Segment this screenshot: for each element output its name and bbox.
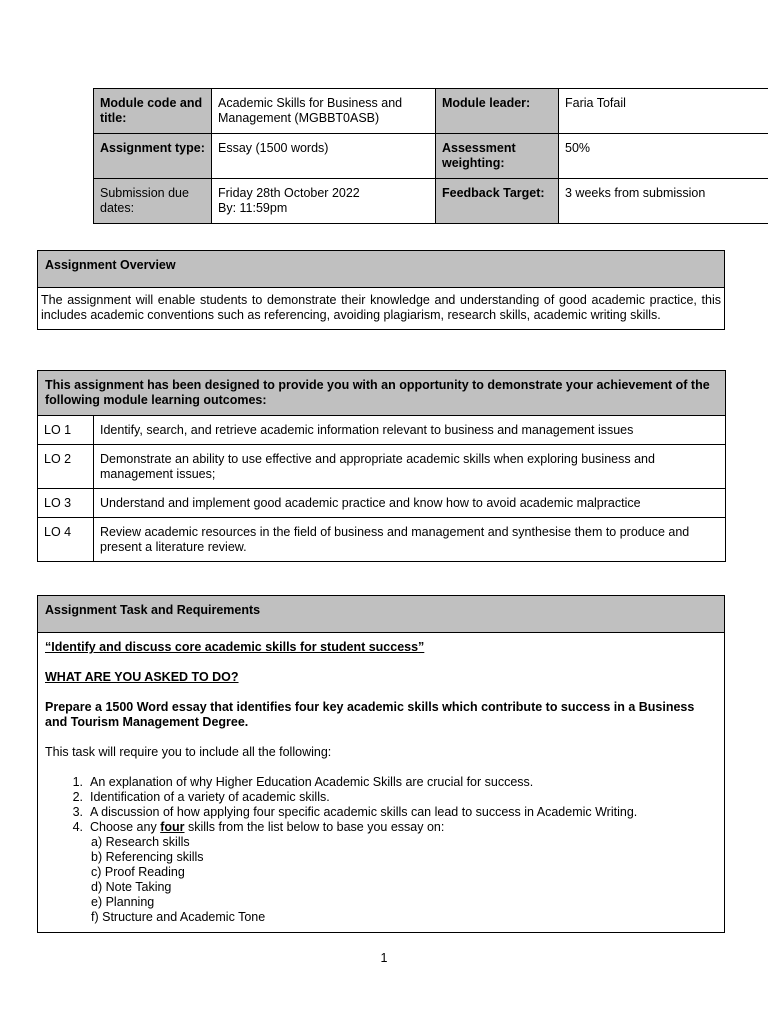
type-label: Assignment type: — [94, 134, 212, 179]
table-row — [38, 416, 726, 445]
req4-post: skills from the list below to base you essay on: — [184, 820, 445, 834]
leader-label: Module leader: — [436, 89, 559, 134]
skill-item: e) Planning — [91, 895, 155, 909]
req4-pre: Choose any — [90, 820, 161, 834]
req-number: 2. — [72, 790, 83, 804]
page-number: 1 — [380, 951, 388, 965]
feedback-label: Feedback Target: — [436, 179, 559, 224]
table-row — [38, 445, 726, 489]
module-label: Module code and title: — [94, 89, 212, 134]
task-heading: Assignment Task and Requirements — [38, 596, 725, 633]
skills-list — [45, 835, 717, 925]
lo-text: Review academic resources in the field of business and management and synthesise them to produce and present a literature review. — [94, 518, 726, 562]
lo-code: LO 2 — [38, 445, 94, 489]
assignment-task-table — [37, 595, 725, 933]
req-number: 3. — [72, 805, 83, 819]
outcomes-heading: This assignment has been designed to provide you with an opportunity to demonstrate your achievement of the following module learning outcomes: — [38, 371, 726, 416]
req4-emphasis: four — [160, 820, 185, 834]
skill-item: b) Referencing skills — [91, 850, 204, 864]
type-value: Essay (1500 words) — [212, 134, 436, 179]
due-time: By: 11:59pm — [218, 201, 288, 215]
skill-item: f) Structure and Academic Tone — [91, 910, 266, 924]
learning-outcomes-table — [37, 370, 726, 562]
lo-text: Understand and implement good academic practice and know how to avoid academic malpractice — [94, 489, 726, 518]
requirements-list — [45, 775, 717, 835]
feedback-value: 3 weeks from submission — [559, 179, 768, 224]
lo-code: LO 3 — [38, 489, 94, 518]
overview-heading: Assignment Overview — [38, 251, 725, 288]
task-body — [38, 633, 725, 933]
due-label: Submission due dates: — [94, 179, 212, 224]
lo-text: Identify, search, and retrieve academic information relevant to business and management issues — [94, 416, 726, 445]
lo-code: LO 1 — [38, 416, 94, 445]
skill-item: a) Research skills — [91, 835, 190, 849]
req-number: 4. — [72, 820, 83, 834]
due-value — [212, 179, 436, 224]
module-value: Academic Skills for Business and Management (MGBBT0ASB) — [212, 89, 436, 134]
task-prepare-text: Prepare a 1500 Word essay that identifies four key academic skills which contribute to success in a Business and Tourism Management Degree. — [45, 700, 695, 729]
skill-item: c) Proof Reading — [91, 865, 185, 879]
task-intro-text: This task will require you to include all the following: — [45, 745, 332, 759]
weighting-value: 50% — [559, 134, 768, 179]
weighting-label: Assessment weighting: — [436, 134, 559, 179]
skill-item: d) Note Taking — [91, 880, 172, 894]
leader-value: Faria Tofail — [559, 89, 768, 134]
table-row — [38, 518, 726, 562]
req-text: An explanation of why Higher Education Academic Skills are crucial for success. — [90, 775, 534, 789]
lo-code: LO 4 — [38, 518, 94, 562]
assignment-overview-table — [37, 250, 725, 330]
req-text: Identification of a variety of academic skills. — [90, 790, 330, 804]
task-title: “Identify and discuss core academic skills for student success” — [45, 640, 425, 654]
list-item — [45, 790, 717, 805]
req-text — [90, 820, 444, 835]
list-item — [45, 775, 717, 790]
req-number: 1. — [72, 775, 83, 789]
list-item — [45, 805, 717, 820]
task-ask-heading: WHAT ARE YOU ASKED TO DO? — [45, 670, 239, 684]
req-text: A discussion of how applying four specific academic skills can lead to success in Academic Writing. — [90, 805, 638, 819]
module-info-table — [93, 88, 768, 224]
table-row — [38, 489, 726, 518]
due-date: Friday 28th October 2022 — [218, 186, 360, 200]
lo-text: Demonstrate an ability to use effective and appropriate academic skills when exploring business and management issues; — [94, 445, 726, 489]
overview-text: The assignment will enable students to demonstrate their knowledge and understanding of good academic practice, this includes academic conventions such as referencing, avoiding plagiarism, research skills, academic writing skills. — [38, 288, 725, 330]
list-item — [45, 820, 717, 835]
